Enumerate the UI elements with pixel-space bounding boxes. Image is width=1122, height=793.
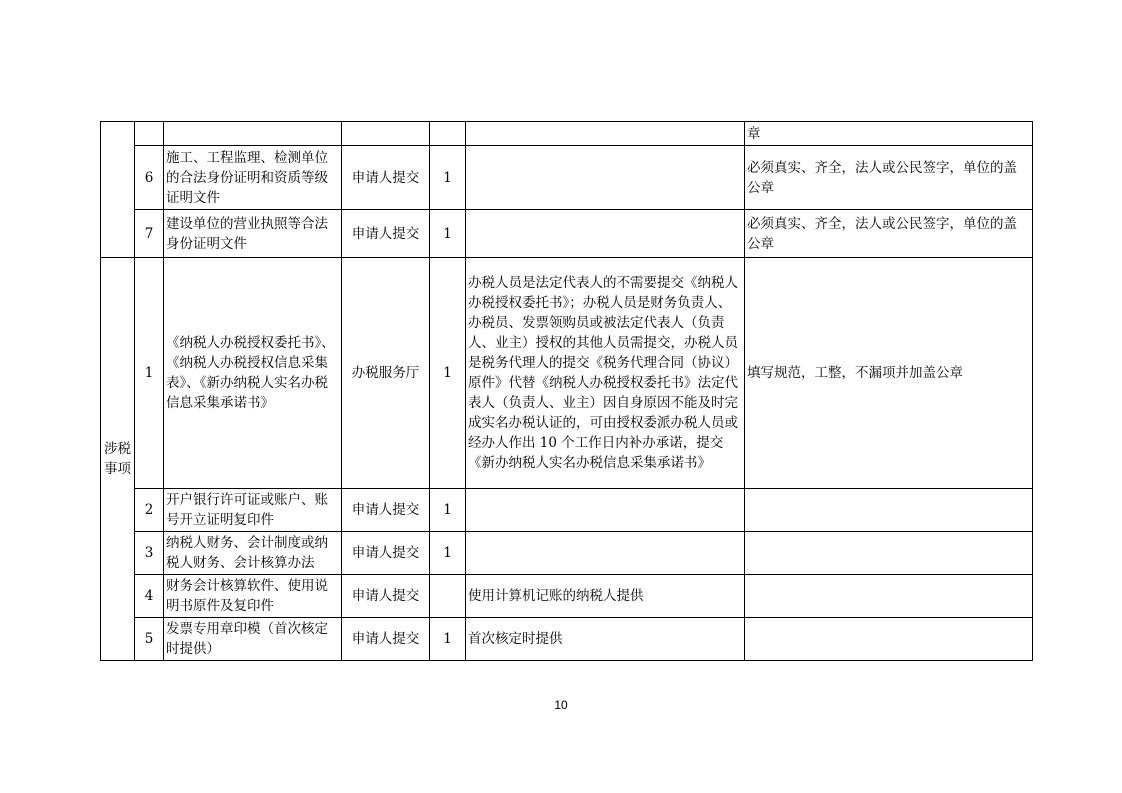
- table-row: [101, 575, 1033, 618]
- row-number: 6: [135, 146, 164, 210]
- material-name: 开户银行许可证或账户、账号开立证明复印件: [164, 489, 342, 532]
- material-name: 施工、工程监理、检测单位的合法身份证明和资质等级证明文件: [164, 146, 342, 210]
- material-standard: [745, 575, 1033, 618]
- page-number: 10: [554, 698, 568, 712]
- material-source: [342, 122, 430, 146]
- table-row: [101, 489, 1033, 532]
- material-note: 首次核定时提供: [466, 618, 745, 661]
- material-name: 财务会计核算软件、使用说明书原件及复印件: [164, 575, 342, 618]
- material-count: 1: [430, 210, 466, 258]
- material-source: 办税服务厅: [342, 258, 430, 489]
- material-standard: [745, 618, 1033, 661]
- materials-table: [100, 121, 1033, 661]
- table-row: [101, 122, 1033, 146]
- material-name: [164, 122, 342, 146]
- material-count: [430, 575, 466, 618]
- row-number: 2: [135, 489, 164, 532]
- material-note: [466, 122, 745, 146]
- material-standard: [745, 532, 1033, 575]
- material-name: 纳税人财务、会计制度或纳税人财务、会计核算办法: [164, 532, 342, 575]
- row-number: 4: [135, 575, 164, 618]
- material-standard: 章: [745, 122, 1033, 146]
- material-source: 申请人提交: [342, 532, 430, 575]
- table-row: [101, 210, 1033, 258]
- material-name: 发票专用章印模（首次核定时提供）: [164, 618, 342, 661]
- material-name: 建设单位的营业执照等合法身份证明文件: [164, 210, 342, 258]
- material-source: 申请人提交: [342, 575, 430, 618]
- material-count: 1: [430, 258, 466, 489]
- row-number: 1: [135, 258, 164, 489]
- material-count: 1: [430, 532, 466, 575]
- material-standard: 填写规范，工整，不漏项并加盖公章: [745, 258, 1033, 489]
- row-number: 3: [135, 532, 164, 575]
- material-source: 申请人提交: [342, 210, 430, 258]
- material-note: [466, 146, 745, 210]
- material-count: [430, 122, 466, 146]
- material-source: 申请人提交: [342, 146, 430, 210]
- material-count: 1: [430, 618, 466, 661]
- table-row: [101, 618, 1033, 661]
- category-cell: [101, 122, 135, 258]
- table-row: [101, 258, 1033, 489]
- row-number: 7: [135, 210, 164, 258]
- material-count: 1: [430, 489, 466, 532]
- row-number: 5: [135, 618, 164, 661]
- material-standard: 必须真实、齐全，法人或公民签字，单位的盖公章: [745, 146, 1033, 210]
- material-note: [466, 532, 745, 575]
- material-name: 《纳税人办税授权委托书》、《纳税人办税授权信息采集表》、《新办纳税人实名办税信息采集承诺书》: [164, 258, 342, 489]
- material-note: [466, 210, 745, 258]
- material-count: 1: [430, 146, 466, 210]
- material-note: 使用计算机记账的纳税人提供: [466, 575, 745, 618]
- row-number: [135, 122, 164, 146]
- table-row: [101, 532, 1033, 575]
- material-note: [466, 489, 745, 532]
- material-standard: 必须真实、齐全，法人或公民签字，单位的盖公章: [745, 210, 1033, 258]
- material-note: 办税人员是法定代表人的不需要提交《纳税人办税授权委托书》；办税人员是财务负责人、办税员、发票领购员或被法定代表人（负责人、业主）授权的其他人员需提交，办税人员是税务代理人的提交《税务代理合同（协议）原件》代替《纳税人办税授权委托书》法定代表人（负责人、业主）因自身原因不能及时完成实名办税认证的，可由授权委派办税人员或经办人作出 10 个工作日内补办承诺，提交《新办纳税人实名办税信息采集承诺书》: [466, 258, 745, 489]
- material-source: 申请人提交: [342, 618, 430, 661]
- category-label: 涉税事项: [101, 258, 135, 661]
- material-source: 申请人提交: [342, 489, 430, 532]
- table-row: [101, 146, 1033, 210]
- material-standard: [745, 489, 1033, 532]
